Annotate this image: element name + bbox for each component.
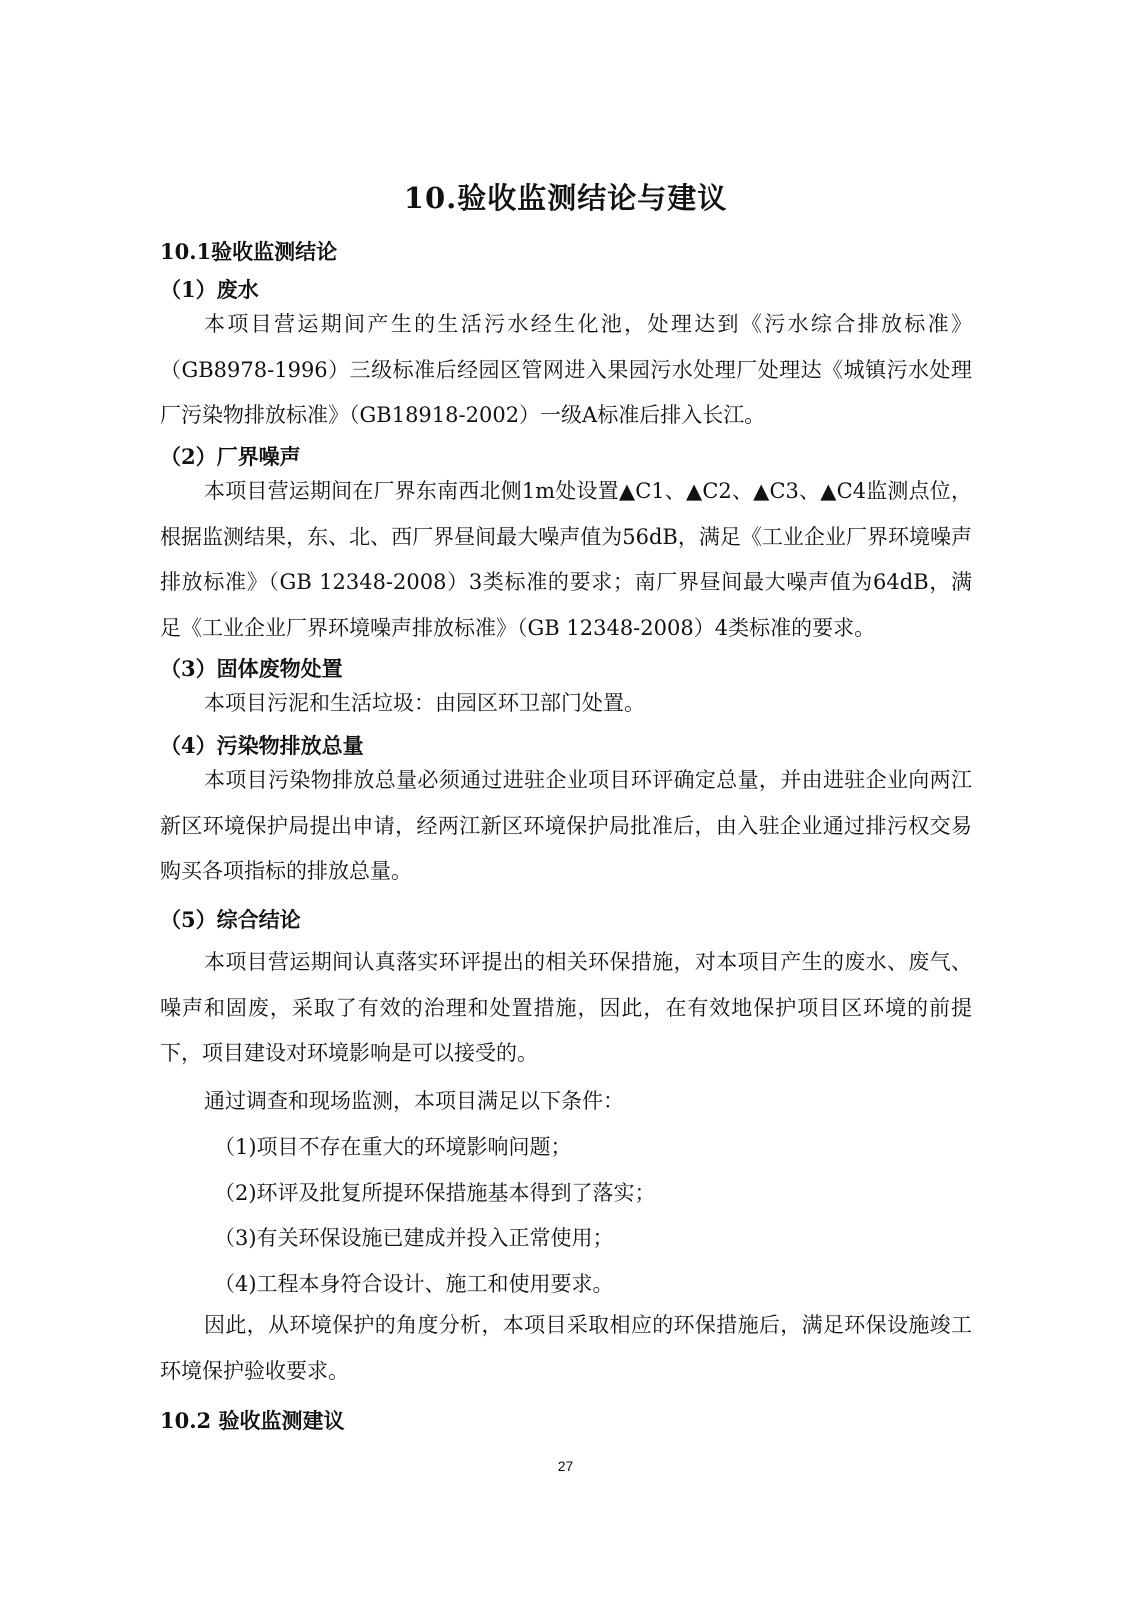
subsection-heading-solid-waste: （3）固体废物处置 <box>160 656 343 681</box>
paragraph-conclusion: 本项目营运期间认真落实环评提出的相关环保措施，对本项目产生的废水、废气、噪声和固废，采取了有效的治理和处置措施，因此，在有效地保护项目区环境的前提下，项目建设对环境影响是可以接受的。 <box>160 950 972 1065</box>
condition-item: （1)项目不存在重大的环境影响问题； <box>214 1135 572 1159</box>
page-title: 10.验收监测结论与建议 <box>403 181 728 215</box>
subsection-heading-conclusion: （5）综合结论 <box>160 907 301 932</box>
subsection-heading-total-emission: （4）污染物排放总量 <box>160 733 364 758</box>
page-number: 27 <box>557 1458 574 1474</box>
section-heading-10-2: 10.2 验收监测建议 <box>160 1408 345 1433</box>
condition-item: （2)环评及批复所提环保措施基本得到了落实； <box>214 1181 656 1205</box>
subsection-heading-wastewater: （1）废水 <box>160 277 259 302</box>
paragraph-solid-waste: 本项目污泥和生活垃圾：由园区环卫部门处置。 <box>204 691 645 715</box>
subsection-heading-noise: （2）厂界噪声 <box>160 444 301 469</box>
paragraph-total-emission: 本项目污染物排放总量必须通过进驻企业项目环评确定总量，并由进驻企业向两江新区环境保护局提出申请，经两江新区环境保护局批准后，由入驻企业通过排污权交易购买各项指标的排放总量。 <box>160 768 972 883</box>
section-heading-10-1: 10.1验收监测结论 <box>160 239 338 264</box>
paragraph-wastewater: 本项目营运期间产生的生活污水经生化池，处理达到《污水综合排放标准》（GB8978-1996）三级标准后经园区管网进入果园污水处理厂处理达《城镇污水处理厂污染物排放标准》（GB18918-2002）一级A标准后排入长江。 <box>160 312 972 427</box>
paragraph-final-conclusion: 因此，从环境保护的角度分析，本项目采取相应的环保措施后，满足环保设施竣工环境保护验收要求。 <box>160 1313 972 1383</box>
condition-item: （3)有关环保设施已建成并投入正常使用； <box>214 1226 614 1250</box>
conditions-intro: 通过调查和现场监测，本项目满足以下条件： <box>204 1089 624 1113</box>
condition-item: （4)工程本身符合设计、施工和使用要求。 <box>214 1272 614 1296</box>
paragraph-noise: 本项目营运期间在厂界东南西北侧1m处设置▲C1、▲C2、▲C3、▲C4监测点位，根据监测结果，东、北、西厂界昼间最大噪声值为56dB，满足《工业企业厂界环境噪声排放标准》（GB 12348-2008）3类标准的要求；南厂界昼间最大噪声值为64dB，满足《工业企业厂界环境噪声排放标准》（GB 12348-2008）4类标准的要求。 <box>160 479 972 640</box>
